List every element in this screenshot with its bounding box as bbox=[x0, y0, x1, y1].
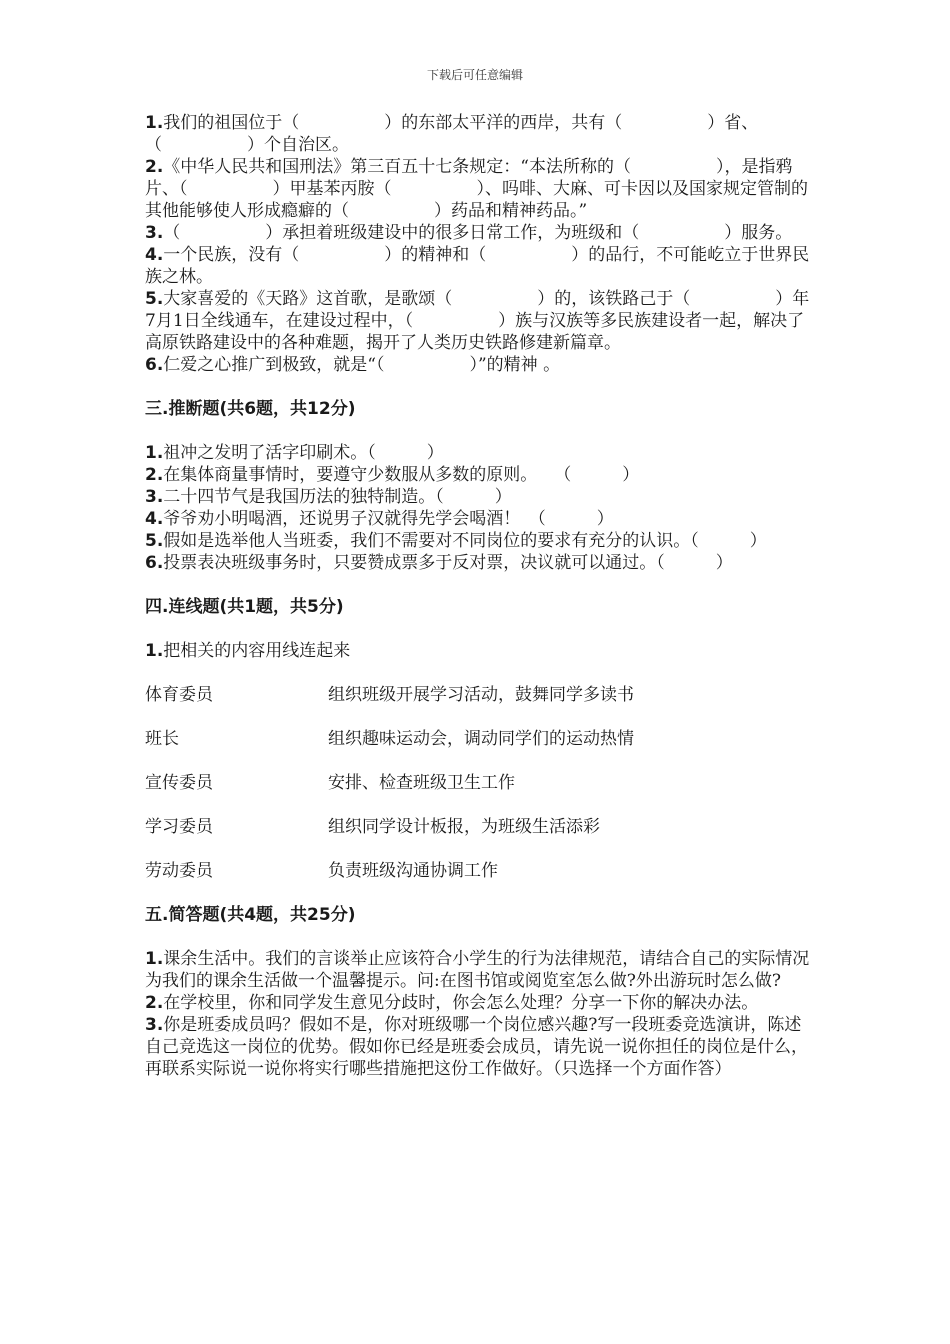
matching-role: 体育委员 bbox=[145, 685, 213, 705]
fill-blank-question-1: 1.我们的祖国位于（ ）的东部太平洋的西岸，共有（ ）省、（ ）个自治区。 bbox=[145, 113, 759, 155]
section-title-matching: 四.连线题(共1题，共5分) bbox=[145, 597, 344, 617]
matching-row bbox=[145, 772, 810, 794]
matching-duty: 组织班级开展学习活动，鼓舞同学多读书 bbox=[328, 685, 634, 705]
judgement-question-4: 4.爷爷劝小明喝酒，还说男子汉就得先学会喝酒！ （ ） bbox=[145, 509, 614, 529]
judgement-question-6: 6.投票表决班级事务时，只要赞成票多于反对票，决议就可以通过。（ ） bbox=[145, 553, 733, 573]
section-title-judgement: 三.推断题(共6题，共12分) bbox=[145, 399, 356, 419]
short-answer-question-1: 1.课余生活中。我们的言谈举止应该符合小学生的行为法律规范，请结合自己的实际情况为我们的课余生活做一个温馨提示。问:在图书馆或阅览室怎么做?外出游玩时怎么做? bbox=[145, 949, 810, 991]
document-body bbox=[145, 112, 810, 1080]
judgement-question-5: 5.假如是选举他人当班委，我们不需要对不同岗位的要求有充分的认识。（ ） bbox=[145, 531, 767, 551]
matching-duty: 组织同学设计板报，为班级生活添彩 bbox=[328, 817, 600, 837]
matching-role: 班长 bbox=[145, 729, 179, 749]
fill-blank-question-5: 5.大家喜爱的《天路》这首歌，是歌颂（ ）的，该铁路己于（ ）年7月1日全线通车，在建设过程中，（ ）族与汉族等多民族建设者一起，解决了高原铁路建设中的各种难题，揭开了人类历史铁路修建新篇章。 bbox=[145, 289, 810, 353]
matching-table bbox=[145, 684, 810, 882]
matching-role: 宣传委员 bbox=[145, 773, 213, 793]
judgement-question-1: 1.祖冲之发明了活字印刷术。（ ） bbox=[145, 443, 444, 463]
section-title-short-answer: 五.简答题(共4题，共25分) bbox=[145, 905, 356, 925]
judgement-question-3: 3.二十四节气是我国历法的独特制造。（ ） bbox=[145, 487, 512, 507]
judgement-question-2: 2.在集体商量事情时，要遵守少数服从多数的原则。 （ ） bbox=[145, 465, 640, 485]
fill-blank-question-6: 6.仁爱之心推广到极致，就是“（ ）”的精神 。 bbox=[145, 355, 561, 375]
matching-duty: 组织趣味运动会，调动同学们的运动热情 bbox=[328, 729, 634, 749]
matching-row bbox=[145, 860, 810, 882]
matching-question-1: 1.把相关的内容用线连起来 bbox=[145, 641, 351, 661]
matching-duty: 负责班级沟通协调工作 bbox=[328, 861, 498, 881]
short-answer-question-3: 3.你是班委成员吗？假如不是，你对班级哪一个岗位感兴趣?写一段班委竞选演讲，陈述自己竞选这一岗位的优势。假如你已经是班委会成员，请先说一说你担任的岗位是什么，再联系实际说一说你将实行哪些措施把这份工作做好。（只选择一个方面作答） bbox=[145, 1015, 808, 1079]
fill-blank-question-3: 3.（ ）承担着班级建设中的很多日常工作，为班级和（ ）服务。 bbox=[145, 223, 793, 243]
short-answer-list bbox=[145, 948, 810, 1080]
fill-blank-question-2: 2.《中华人民共和国刑法》第三百五十七条规定：“本法所称的（ ），是指鸦片、（ ）甲基苯丙胺（ ）、吗啡、大麻、可卡因以及国家规定管制的其他能够使人形成瘾癖的（ ）药品和精神药品。” bbox=[145, 157, 808, 221]
matching-role: 劳动委员 bbox=[145, 861, 213, 881]
short-answer-question-2: 2.在学校里，你和同学发生意见分歧时，你会怎么处理？分享一下你的解决办法。 bbox=[145, 993, 759, 1013]
judgement-list bbox=[145, 442, 810, 574]
matching-duty: 安排、检查班级卫生工作 bbox=[328, 773, 515, 793]
matching-role: 学习委员 bbox=[145, 817, 213, 837]
fill-blank-list bbox=[145, 112, 810, 376]
page-header: 下载后可任意编辑 bbox=[426, 68, 523, 82]
fill-blank-question-4: 4.一个民族，没有（ ）的精神和（ ）的品行，不可能屹立于世界民族之林。 bbox=[145, 245, 810, 287]
matching-row bbox=[145, 728, 810, 750]
matching-row bbox=[145, 684, 810, 706]
matching-row bbox=[145, 816, 810, 838]
